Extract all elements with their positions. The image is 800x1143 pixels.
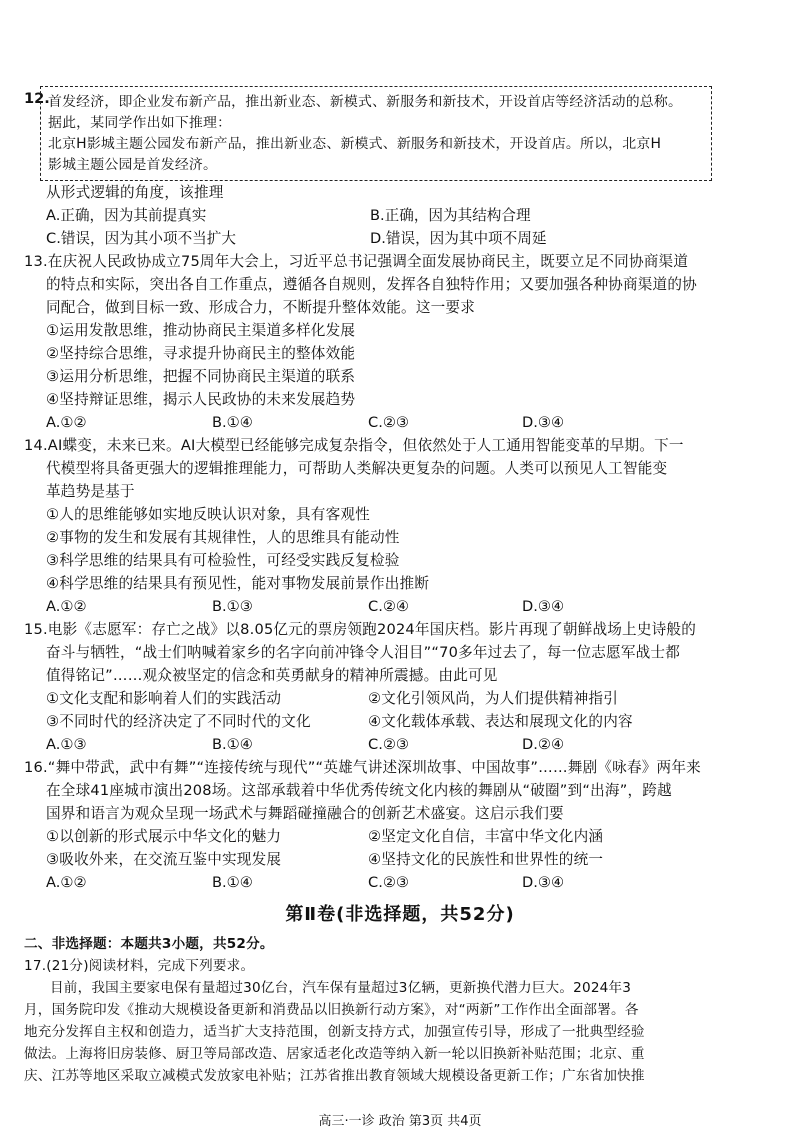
q13-option-d: D.③④ [522,414,565,431]
q13-line-1: 13.在庆祝人民政协成立75周年大会上，习近平总书记强调全面发展协商民主，既要立足不同协商渠道 [24,253,689,270]
q15-option-d: D.②④ [522,736,565,753]
q16-item-3: ③吸收外来，在交流互鉴中实现发展 [46,851,282,868]
q14-item-2: ②事物的发生和发展有其规律性，人的思维具有能动性 [46,529,400,546]
q12-box-line-2: 据此，某同学作出如下推理： [48,115,232,131]
q16-option-d: D.③④ [522,874,565,891]
q17-material-line-4: 做法。上海将旧房装修、厨卫等局部改造、居家适老化改造等纳入新一轮以旧换新补贴范围；北京、重 [24,1046,645,1062]
q17-heading: 17.(21分)阅读材料，完成下列要求。 [24,958,255,974]
q12-option-c: C.错误，因为其小项不当扩大 [46,230,236,247]
q16-option-b: B.①④ [212,874,253,891]
q15-option-c: C.②③ [368,736,409,753]
q15-item-3: ③不同时代的经济决定了不同时代的文化 [46,713,311,730]
q13-line-3: 同配合，做到目标一致、形成合力，不断提升整体效能。这一要求 [46,299,476,316]
q13-item-2: ②坚持综合思维，寻求提升协商民主的整体效能 [46,345,356,362]
q14-line-2: 代模型将具备更强大的逻辑推理能力，可帮助人类解决更复杂的问题。人类可以预见人工智能变 [46,460,668,477]
q12-stem: 从形式逻辑的角度，该推理 [46,184,224,201]
q15-line-3: 值得铭记”……观众被坚定的信念和英勇献身的精神所震撼。由此可见 [46,667,498,684]
q16-line-3: 国界和语言为观众呈现一场武术与舞蹈碰撞融合的创新艺术盛宴。这启示我们要 [46,805,564,822]
q14-option-b: B.①③ [212,598,253,615]
q15-option-a: A.①③ [46,736,87,753]
q13-option-b: B.①④ [212,414,253,431]
q17-material-line-2: 月，国务院印发《推动大规模设备更新和消费品以旧换新行动方案》，对“两新”工作作出全面部署。各 [24,1002,639,1018]
q12-box-line-4: 影城主题公园是首发经济。 [48,157,218,173]
q12-option-a: A.正确，因为其前提真实 [46,207,207,224]
q15-item-4: ④文化载体承载、表达和展现文化的内容 [368,713,633,730]
q13-item-1: ①运用发散思维，推动协商民主渠道多样化发展 [46,322,356,339]
q14-option-a: A.①② [46,598,87,615]
q17-material-line-5: 庆、江苏等地区采取立减模式发放家电补贴；江苏省推出教育领域大规模设备更新工作；广东省加快推 [24,1068,645,1084]
q17-material-line-1: 目前，我国主要家电保有量超过30亿台，汽车保有量超过3亿辆，更新换代潜力巨大。2024年3 [50,980,632,996]
q15-line-1: 15.电影《志愿军：存亡之战》以8.05亿元的票房领跑2024年国庆档。影片再现了朝鲜战场上史诗般的 [24,621,697,638]
section2-heading: 二、非选择题：本题共3小题，共52分。 [24,936,274,952]
q12-box-line-3: 北京H影城主题公园发布新产品，推出新业态、新模式、新服务和新技术，开设首店。所以，北京H [48,136,662,152]
q15-item-2: ②文化引领风尚，为人们提供精神指引 [368,690,618,707]
q12-number: 12. [24,90,50,107]
q14-item-1: ①人的思维能够如实地反映认识对象，具有客观性 [46,506,370,523]
q14-option-c: C.②④ [368,598,409,615]
q16-option-a: A.①② [46,874,87,891]
q14-item-4: ④科学思维的结果具有预见性，能对事物发展前景作出推断 [46,575,430,592]
q12-option-d: D.错误，因为其中项不周延 [370,230,547,247]
q16-item-1: ①以创新的形式展示中华文化的魅力 [46,828,282,845]
page-footer: 高三·一诊 政治 第3页 共4页 [318,1114,482,1129]
q15-line-2: 奋斗与牺牲，“战士们呐喊着家乡的名字向前冲锋令人泪目”“70多年过去了，每一位志愿军战士都 [46,644,681,661]
q16-option-c: C.②③ [368,874,409,891]
q14-line-1: 14.AI蝶变，未来已来。AI大模型已经能够完成复杂指令，但依然处于人工通用智能变革的早期。下一 [24,437,684,454]
q14-item-3: ③科学思维的结果具有可检验性，可经受实践反复检验 [46,552,400,569]
section-title: 第Ⅱ卷(非选择题，共52分) [285,904,515,925]
q12-option-b: B.正确，因为其结构合理 [370,207,531,224]
q15-option-b: B.①④ [212,736,253,753]
q13-line-2: 的特点和实际，突出各自工作重点，遵循各自规则，发挥各自独特作用；又要加强各种协商渠道的协 [46,276,697,293]
q16-line-2: 在全球41座城市演出208场。这部承载着中华优秀传统文化内核的舞剧从“破圈”到“出海”，跨越 [46,782,672,799]
q15-item-1: ①文化支配和影响着人们的实践活动 [46,690,282,707]
q14-line-3: 革趋势是基于 [46,483,135,500]
q13-item-4: ④坚持辩证思维，揭示人民政协的未来发展趋势 [46,391,356,408]
q14-option-d: D.③④ [522,598,565,615]
q13-option-c: C.②③ [368,414,409,431]
q13-item-3: ③运用分析思维，把握不同协商民主渠道的联系 [46,368,356,385]
q12-box-line-1: 首发经济，即企业发布新产品，推出新业态、新模式、新服务和新技术，开设首店等经济活动的总称。 [48,94,683,110]
q16-item-2: ②坚定文化自信，丰富中华文化内涵 [368,828,604,845]
q13-option-a: A.①② [46,414,87,431]
q17-material-line-3: 地充分发挥自主权和创造力，适当扩大支持范围，创新支持方式，加强宣传引导，形成了一批典型经验 [24,1024,645,1040]
q16-item-4: ④坚持文化的民族性和世界性的统一 [368,851,604,868]
q16-line-1: 16.“舞中带武，武中有舞”“连接传统与现代”“英雄气讲述深圳故事、中国故事”……舞剧《咏春》两年来 [24,759,701,776]
